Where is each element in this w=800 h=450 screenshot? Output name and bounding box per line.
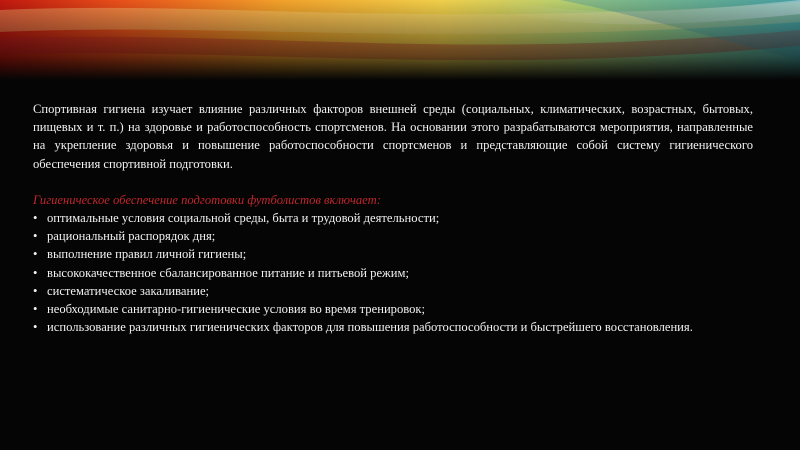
bullet-icon: •: [33, 320, 38, 335]
list-item-text: необходимые санитарно-гигиенические условия во время тренировок;: [47, 302, 426, 317]
banner-graphic: [0, 0, 800, 80]
list-item-text: оптимальные условия социальной среды, быта и трудовой деятельности;: [47, 211, 440, 226]
list-item: [33, 318, 753, 336]
bullet-icon: •: [33, 283, 38, 298]
section-heading: Гигиеническое обеспечение подготовки футболистов включает:: [33, 192, 381, 207]
list-item: [33, 264, 753, 282]
hygiene-list: [33, 209, 753, 336]
list-item-text: рациональный распорядок дня;: [47, 229, 216, 244]
decorative-gradient-banner: [0, 0, 800, 80]
list-item-text: выполнение правил личной гигиены;: [47, 247, 247, 262]
list-item: [33, 300, 753, 318]
bullet-icon: •: [33, 265, 38, 280]
bullet-icon: •: [33, 247, 38, 262]
intro-paragraph: Спортивная гигиена изучает влияние различных факторов внешней среды (социальных, климатических, возрастных, бытовых, пищевых и т. п.) на здоровье и работоспособность спортсменов. На основании этого разрабатываются мероприятия, направленные на укрепление здоровья и повышение работоспособности спортсменов и представляющие собой систему гигиенического обеспечения спортивной подготовки.: [33, 102, 753, 171]
bullet-icon: •: [33, 229, 38, 244]
bullet-icon: •: [33, 302, 38, 317]
list-item: [33, 227, 753, 245]
list-item: [33, 209, 753, 227]
list-item-text: систематическое закаливание;: [47, 283, 210, 298]
list-item: [33, 282, 753, 300]
list-item: [33, 245, 753, 263]
list-item-text: использование различных гигиенических факторов для повышения работоспособности и быстрейшего восстановления.: [47, 320, 693, 335]
bullet-icon: •: [33, 211, 38, 226]
slide-content: [33, 100, 753, 336]
list-item-text: высококачественное сбалансированное питание и питьевой режим;: [47, 265, 409, 280]
